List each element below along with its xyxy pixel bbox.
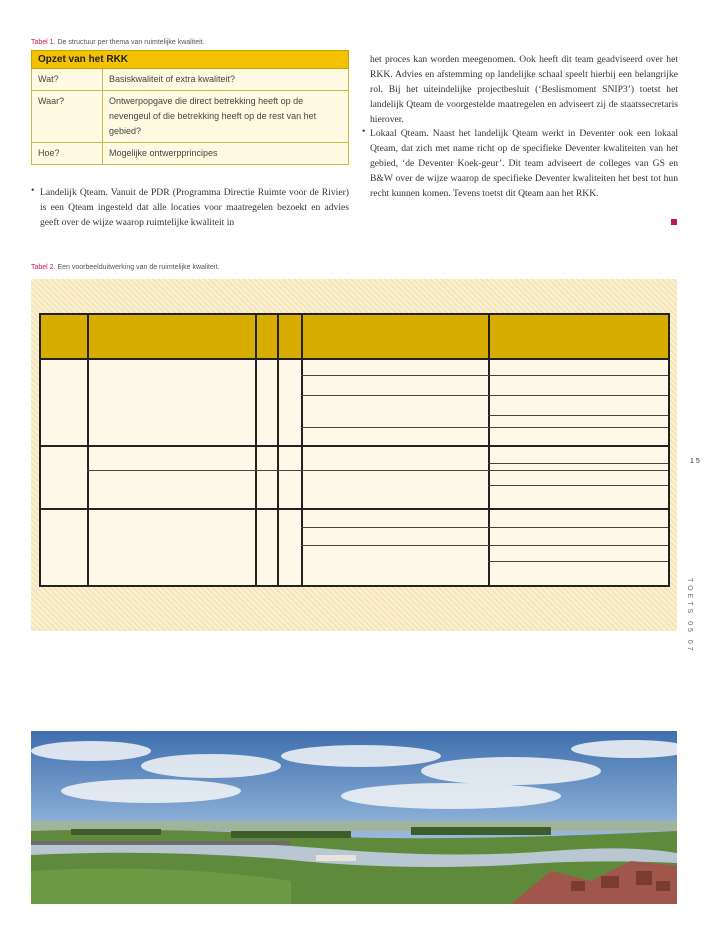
table-row [32, 91, 349, 143]
table1-question: Hoe? [32, 143, 103, 165]
table2-caption-text: Een voorbeelduitwerking van de ruimtelijke kwaliteit. [57, 264, 220, 271]
left-bullet-text: Landelijk Qteam. Vanuit de PDR (Programma Directie Ruimte voor de Rivier) is een Qteam ingesteld dat alle locaties voor maatregelen bezoekt en advies geeft over de wijze waarop ruimtelijke kwaliteit in [40, 187, 349, 228]
table1-answer: Mogelijke ontwerpprincipes [103, 143, 349, 165]
table2-divider [41, 508, 668, 510]
table1-header: Opzet van het RKK [32, 51, 349, 69]
right-paragraph: het proces kan worden meegenomen. Ook heeft dit team geadviseerd over het RKK. Advies en afstemming op landelijke schaal speelt hierbij een belangrijke rol. Bij het uiteindelijke projectbesluit (‘Beslismoment SNIP3’) toetst het landelijk Qteam de voorgestelde maatregelen en adviseert zij de staatssecretaris hierover. [370, 54, 678, 125]
table2-divider [488, 415, 668, 416]
table1-question: Wat? [32, 69, 103, 91]
river-panorama-photo [31, 731, 677, 904]
table2-divider [488, 463, 668, 464]
bullet-icon: • [31, 185, 35, 196]
table2-divider [301, 545, 668, 546]
table2-divider [301, 375, 668, 376]
table2-divider [488, 561, 668, 562]
table2-divider [277, 315, 279, 585]
table1-caption [31, 39, 205, 46]
panorama-image [31, 731, 677, 904]
table2-divider [87, 315, 89, 585]
table2-divider [301, 427, 668, 428]
table2-divider [87, 470, 668, 471]
table2-divider [301, 395, 668, 396]
bullet-icon: • [362, 126, 366, 137]
table2-caption [31, 264, 219, 271]
table2-divider [488, 485, 668, 486]
table2-caption-number: Tabel 2. [31, 264, 56, 271]
table1-caption-number: Tabel 1. [31, 39, 56, 46]
table1-answer: Basiskwaliteit of extra kwaliteit? [103, 69, 349, 91]
table2-divider [41, 445, 668, 447]
table2-divider [301, 527, 668, 528]
end-marker-icon [671, 219, 677, 225]
table-row [32, 69, 349, 91]
right-bullet-text: Lokaal Qteam. Naast het landelijk Qteam werkt in Deventer ook een lokaal Qteam, dat zich met name richt op de specifieke Deventer kwaliteiten van het gebied, ‘de Deventer Koek-geur’. Dit team adviseert de colleges van GS en B&W over de wijze waarop de specifieke Deventer kwaliteiten het best tot hun recht kunnen komen. Tevens toetst dit Qteam aan het RKK. [370, 128, 678, 199]
table1-answer: Ontwerpopgave die direct betrekking heeft op de nevengeul of die betrekking heeft op de rest van het gebied? [103, 91, 349, 143]
table-row [32, 143, 349, 165]
table2-header [41, 315, 668, 360]
table2-illegible [39, 313, 670, 587]
table1-caption-text: De structuur per thema van ruimtelijke kwaliteit. [57, 39, 205, 46]
page-number: 15 [690, 458, 702, 465]
table1 [31, 50, 349, 165]
table1-question: Waar? [32, 91, 103, 143]
side-label: TOETS 05 07 [686, 578, 693, 654]
table2-divider [255, 315, 257, 585]
